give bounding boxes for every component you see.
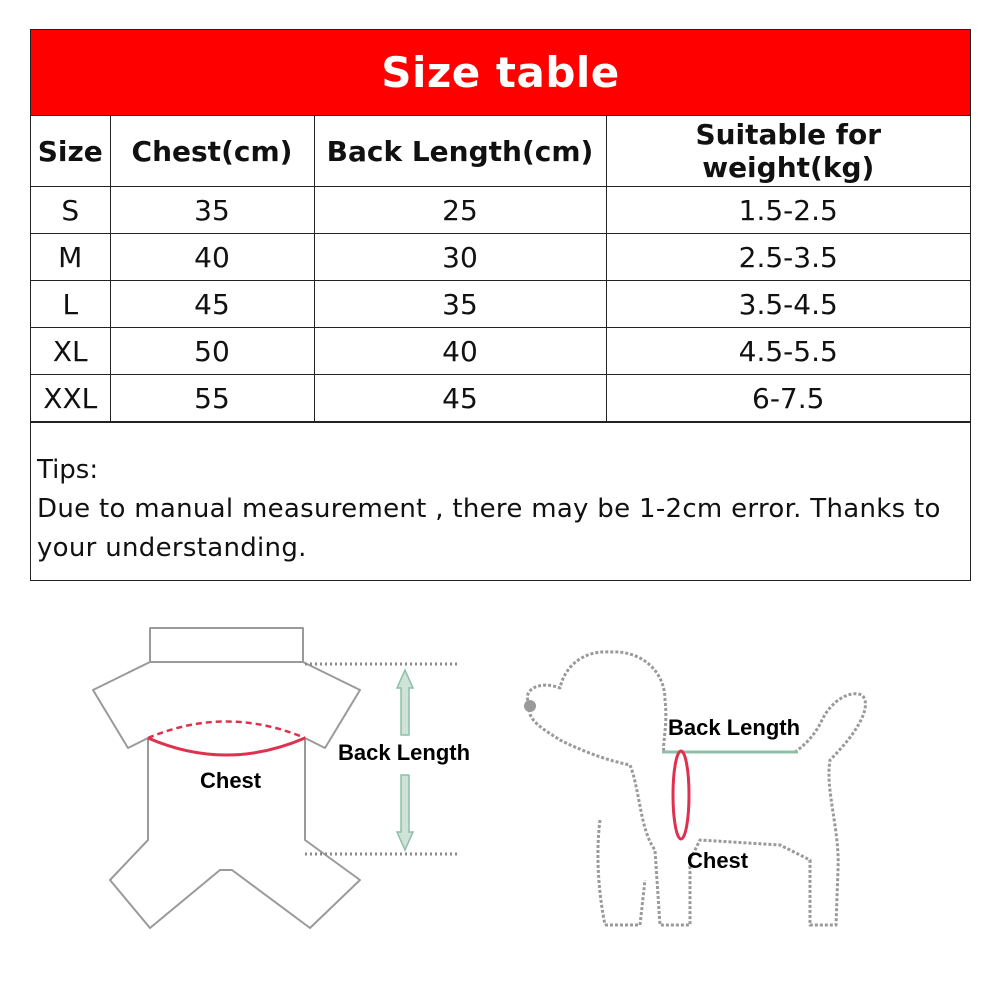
- cell-back-length: 30: [314, 234, 606, 281]
- dog-chest-label: Chest: [687, 848, 749, 873]
- cell-chest: 50: [110, 328, 314, 375]
- cell-weight: 2.5-3.5: [606, 234, 970, 281]
- tips-text: Due to manual measurement , there may be 1-2cm error. Thanks to your understanding.: [37, 494, 941, 563]
- measurement-illustration: [0, 600, 1000, 1000]
- cell-chest: 55: [110, 375, 314, 422]
- tips-section: [31, 422, 970, 580]
- cell-size: XXL: [31, 375, 110, 422]
- cell-chest: 35: [110, 187, 314, 234]
- table-row: [31, 187, 970, 234]
- table-row: [31, 234, 970, 281]
- title-bar: [31, 30, 970, 116]
- cell-chest: 40: [110, 234, 314, 281]
- cell-size: M: [31, 234, 110, 281]
- cell-back-length: 40: [314, 328, 606, 375]
- dog-outline-icon: [527, 652, 865, 925]
- size-chart: [31, 116, 970, 422]
- dog-nose-icon: [524, 700, 536, 712]
- cell-size: S: [31, 187, 110, 234]
- garment-chest-label: Chest: [200, 768, 262, 793]
- header-row: [31, 116, 970, 187]
- cell-back-length: 35: [314, 281, 606, 328]
- size-table: [30, 29, 971, 581]
- dog-back-length-label: Back Length: [668, 715, 801, 740]
- cell-weight: 1.5-2.5: [606, 187, 970, 234]
- table-row: [31, 375, 970, 422]
- header-size: Size: [31, 116, 110, 187]
- cell-size: XL: [31, 328, 110, 375]
- cell-chest: 45: [110, 281, 314, 328]
- cell-back-length: 25: [314, 187, 606, 234]
- dog-chest-line: [673, 751, 689, 839]
- cell-weight: 4.5-5.5: [606, 328, 970, 375]
- cell-weight: 6-7.5: [606, 375, 970, 422]
- header-chest: Chest(cm): [110, 116, 314, 187]
- header-weight: Suitable for weight(kg): [606, 116, 970, 187]
- header-back-length: Back Length(cm): [314, 116, 606, 187]
- cell-weight: 3.5-4.5: [606, 281, 970, 328]
- table-row: [31, 281, 970, 328]
- measurement-diagrams: [0, 600, 1000, 1000]
- chest-measure-line: [148, 722, 305, 756]
- table-title: Size table: [381, 48, 620, 97]
- cell-back-length: 45: [314, 375, 606, 422]
- cell-size: L: [31, 281, 110, 328]
- garment-back-length-label: Back Length: [338, 740, 471, 765]
- tips-heading: Tips:: [37, 455, 99, 485]
- table-row: [31, 328, 970, 375]
